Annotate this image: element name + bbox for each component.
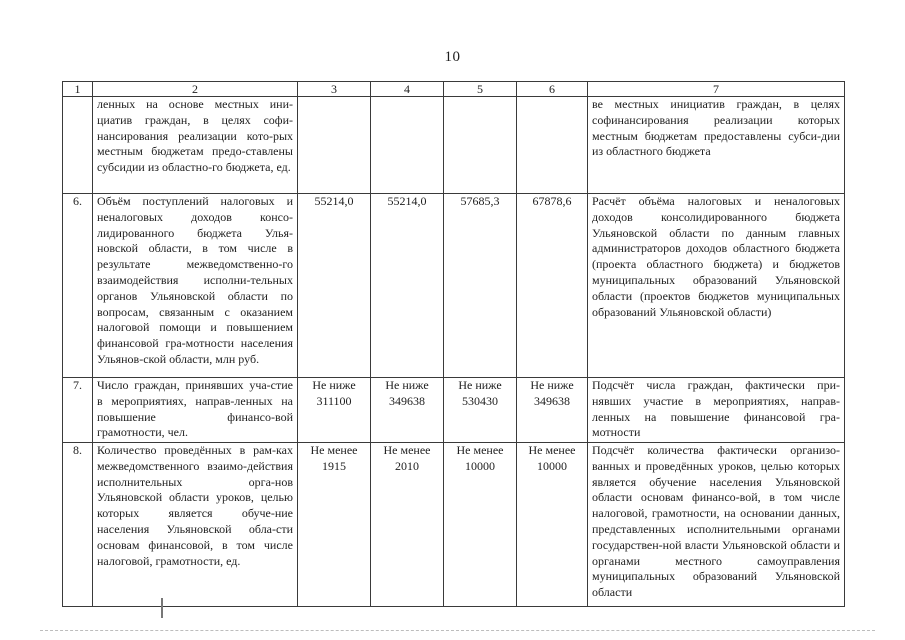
calculation-method: Расчёт объёма налоговых и неналоговых доходов консолидированного бюджета Ульяновской области по данным главных администраторов доходов областного бюджета (проекта областного бюджета) и бюджетов муниципальных образований Ульяновской области (проектов бюджетов муниципальных образований Ульяновской области) [588, 194, 845, 378]
calculation-method: ве местных инициатив граждан, в целях софинансирования реализации которых местным бюджетам предоставлены субси-дии из областного бюджета [588, 97, 845, 194]
value-cell: Не менее 1915 [298, 443, 371, 607]
indicator-name: Число граждан, принявших уча-стие в мероприятиях, направ-ленных на повышение финансо-вой грамотности, чел. [93, 378, 298, 443]
row-number: 8. [63, 443, 93, 607]
calculation-method: Подсчёт количества фактически организо-ванных и проведённых уроков, целью которых является обучение населения Ульяновской области основам финансо-вой, в том числе налоговой, грамотности, на основании данных, представленных исполнительными органами государствен-ной власти Ульяновской области и органами местного самоуправления муниципальных образований Ульяновской области [588, 443, 845, 607]
column-header: 3 [298, 82, 371, 97]
value-cell [298, 97, 371, 194]
column-header: 6 [517, 82, 588, 97]
scan-mark [161, 598, 163, 618]
page-number: 10 [444, 49, 461, 65]
row-number: 6. [63, 194, 93, 378]
table-row [63, 378, 845, 443]
scan-edge-line [40, 630, 875, 631]
table-header-row [63, 82, 845, 97]
value-cell: 57685,3 [444, 194, 517, 378]
indicator-name: Объём поступлений налоговых и неналоговых доходов консо-лидированного бюджета Улья-новской области, в том числе в результате межведомственно-го взаимодействия исполни-тельных органов Ульяновской области по вопросам, связанным с оказанием налоговой помощи и повышением финансовой гра-мотности населения Ульянов-ской области, млн руб. [93, 194, 298, 378]
table-row [63, 443, 845, 607]
value-cell: Не менее 2010 [371, 443, 444, 607]
value-cell: Не ниже 349638 [517, 378, 588, 443]
value-cell: 67878,6 [517, 194, 588, 378]
value-cell: Не ниже 530430 [444, 378, 517, 443]
column-header: 5 [444, 82, 517, 97]
indicator-name: Количество проведённых в рам-ках межведомственного взаимо-действия исполнительных орга-нов Ульяновской области уроков, целью которых является обуче-ние населения Ульяновской обла-сти основам финансовой, в том числе налоговой, грамотности, ед. [93, 443, 298, 607]
value-cell: Не ниже 349638 [371, 378, 444, 443]
value-cell [517, 97, 588, 194]
row-number [63, 97, 93, 194]
column-header: 4 [371, 82, 444, 97]
value-cell: Не ниже 311100 [298, 378, 371, 443]
indicators-table [62, 81, 845, 607]
value-cell: Не менее 10000 [444, 443, 517, 607]
value-cell [371, 97, 444, 194]
value-cell: Не менее 10000 [517, 443, 588, 607]
value-cell [444, 97, 517, 194]
value-cell: 55214,0 [371, 194, 444, 378]
indicator-name: ленных на основе местных ини-циатив граждан, в целях софи-нансирования реализации кото-рых местным бюджетам предо-ставлены субсидии из областно-го бюджета, ед. [93, 97, 298, 194]
column-header: 2 [93, 82, 298, 97]
column-header: 1 [63, 82, 93, 97]
calculation-method: Подсчёт числа граждан, фактически при-нявших участие в мероприятиях, направ-ленных на повышение финансовой гра-мотности [588, 378, 845, 443]
table-row [63, 97, 845, 194]
value-cell: 55214,0 [298, 194, 371, 378]
column-header: 7 [588, 82, 845, 97]
row-number: 7. [63, 378, 93, 443]
table-row [63, 194, 845, 378]
